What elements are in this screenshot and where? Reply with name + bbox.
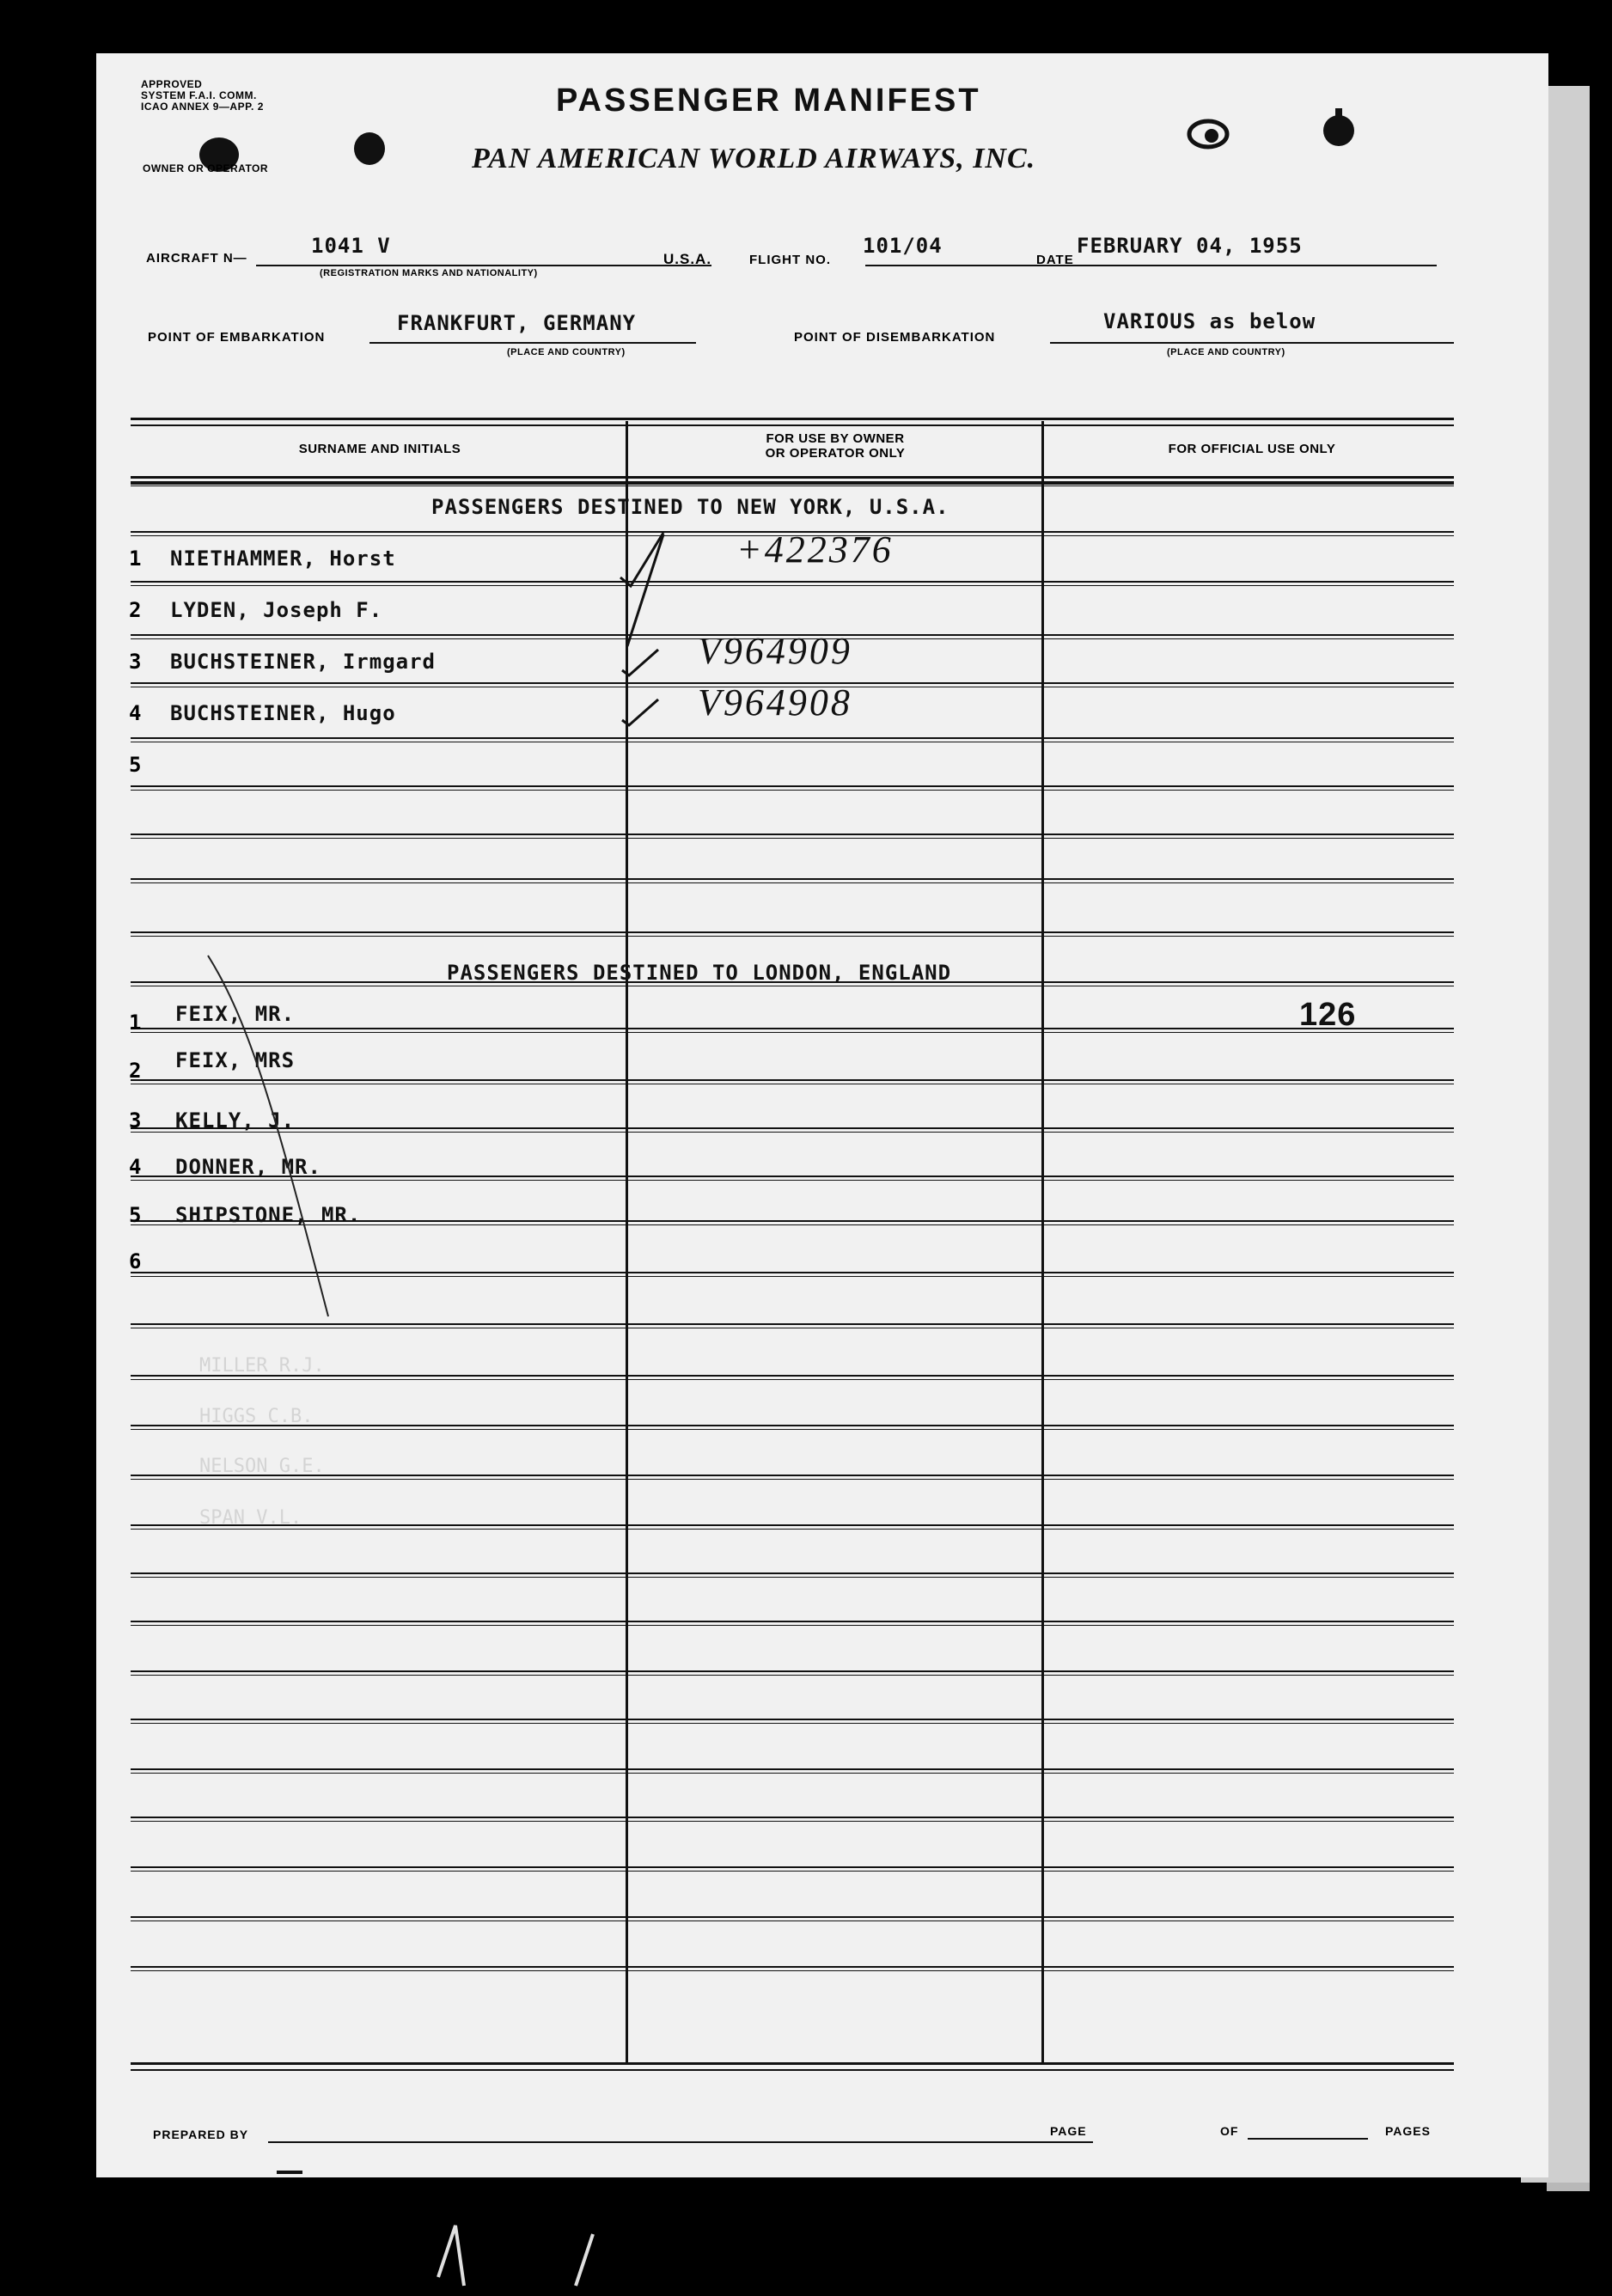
bleed-through-text: NELSON G.E. xyxy=(199,1456,325,1477)
ruled-line xyxy=(131,1768,1454,1770)
ruled-line xyxy=(131,1966,1454,1968)
ruled-line xyxy=(131,1821,1454,1822)
passenger-name: LYDEN, Joseph F. xyxy=(170,598,383,622)
ruled-line xyxy=(131,931,1454,933)
approval-block xyxy=(141,79,264,113)
of-label: OF xyxy=(1220,2124,1239,2138)
row-number: 4 xyxy=(129,701,142,725)
aircraft-value: 1041 V xyxy=(311,234,391,258)
embarkation-value: FRANKFURT, GERMANY xyxy=(397,311,637,335)
owner-note: V964908 xyxy=(698,681,852,724)
group-heading-london: PASSENGERS DESTINED TO LONDON, ENGLAND xyxy=(447,961,952,985)
ruled-line xyxy=(131,581,1454,583)
row-number: 2 xyxy=(129,598,142,622)
embarkation-caption: (PLACE AND COUNTRY) xyxy=(507,347,626,357)
passenger-name: DONNER, MR. xyxy=(175,1155,321,1179)
ruled-line xyxy=(131,1675,1454,1676)
aircraft-label: AIRCRAFT N— xyxy=(146,251,247,266)
ruled-line xyxy=(131,737,1454,739)
ruled-line xyxy=(131,1916,1454,1918)
ruled-line xyxy=(131,785,1454,787)
ruled-line xyxy=(131,882,1454,883)
row-number: 5 xyxy=(129,753,142,777)
owner-note: +422376 xyxy=(736,528,894,571)
ruled-line xyxy=(131,1866,1454,1868)
ruled-line xyxy=(131,1773,1454,1774)
row-number: 1 xyxy=(129,1011,142,1035)
row-number: 5 xyxy=(129,1203,142,1227)
ruled-line xyxy=(131,1871,1454,1872)
check-mark xyxy=(612,526,681,655)
ruled-line xyxy=(131,1475,1454,1476)
ruled-line xyxy=(131,1375,1454,1377)
row-number: 4 xyxy=(129,1155,142,1179)
column-header-official-use: FOR OFFICIAL USE ONLY xyxy=(1168,442,1336,456)
ruled-line xyxy=(131,1723,1454,1724)
bleed-through-text: SPAN V.L. xyxy=(199,1507,302,1529)
approval-line: ICAO ANNEX 9—APP. 2 xyxy=(141,101,264,113)
ruled-line xyxy=(131,1529,1454,1530)
pen-stroke xyxy=(199,947,371,1325)
prepared-by-label: PREPARED BY xyxy=(153,2128,249,2141)
aircraft-caption: (REGISTRATION MARKS AND NATIONALITY) xyxy=(320,268,538,278)
ruled-line xyxy=(131,1970,1454,1971)
ruled-line xyxy=(131,1572,1454,1574)
column-header-surname: SURNAME AND INITIALS xyxy=(298,442,461,456)
punch-hole-mark xyxy=(1316,107,1363,150)
check-mark xyxy=(620,696,672,730)
ruled-line xyxy=(131,1670,1454,1672)
ruled-line xyxy=(131,1429,1454,1430)
row-number: 1 xyxy=(129,547,142,571)
group-heading-new-york: PASSENGERS DESTINED TO NEW YORK, U.S.A. xyxy=(431,495,949,519)
ruled-line xyxy=(131,1621,1454,1622)
ruled-line xyxy=(131,1425,1454,1426)
page-label: PAGE xyxy=(1050,2124,1087,2138)
ruled-line xyxy=(131,481,1454,483)
manifest-page xyxy=(96,53,1548,2177)
row-number: 3 xyxy=(129,650,142,674)
ruled-line xyxy=(131,834,1454,835)
passenger-name: SHIPSTONE, MR. xyxy=(175,1203,362,1227)
signature-scribble xyxy=(404,2208,679,2294)
date-label: DATE xyxy=(1036,253,1074,267)
ruled-line xyxy=(131,838,1454,839)
passenger-name: KELLY, J. xyxy=(175,1108,296,1133)
page-title: PASSENGER MANIFEST xyxy=(556,82,981,119)
ruled-line xyxy=(131,790,1454,791)
approval-line: SYSTEM F.A.I. COMM. xyxy=(141,89,257,101)
ruled-line xyxy=(131,936,1454,937)
disembarkation-caption: (PLACE AND COUNTRY) xyxy=(1167,347,1285,357)
embarkation-label: POINT OF EMBARKATION xyxy=(148,330,326,345)
flight-value: 101/04 xyxy=(863,234,943,258)
punch-hole-mark xyxy=(1186,115,1232,150)
bleed-through-text: MILLER R.J. xyxy=(199,1355,325,1377)
passenger-name: FEIX, MR. xyxy=(175,1002,296,1026)
aircraft-country: U.S.A. xyxy=(663,251,712,267)
check-mark xyxy=(620,646,672,681)
passenger-name: BUCHSTEINER, Irmgard xyxy=(170,650,436,674)
bleed-through-text: HIGGS C.B. xyxy=(199,1406,314,1427)
row-number: 2 xyxy=(129,1059,142,1083)
ruled-line xyxy=(131,1920,1454,1921)
owner-note: V964909 xyxy=(698,630,852,672)
ruled-line xyxy=(131,1524,1454,1526)
passenger-name: BUCHSTEINER, Hugo xyxy=(170,701,396,725)
official-note: 126 xyxy=(1299,997,1357,1033)
row-number: 3 xyxy=(129,1108,142,1133)
ruled-line xyxy=(131,878,1454,880)
disembarkation-label: POINT OF DISEMBARKATION xyxy=(794,330,996,345)
ruled-line xyxy=(131,1479,1454,1480)
passenger-name: FEIX, MRS xyxy=(175,1048,296,1072)
ruled-line xyxy=(131,485,1454,486)
ruled-line xyxy=(131,1719,1454,1720)
ruled-line xyxy=(131,1379,1454,1380)
passenger-name: NIETHAMMER, Horst xyxy=(170,547,396,571)
flight-label: FLIGHT NO. xyxy=(749,253,831,267)
company-name: PAN AMERICAN WORLD AIRWAYS, INC. xyxy=(472,143,1036,174)
ruled-line xyxy=(131,585,1454,586)
ruled-line xyxy=(131,1817,1454,1818)
ruled-line xyxy=(131,1577,1454,1578)
ruled-line xyxy=(131,1625,1454,1626)
approval-line: APPROVED xyxy=(141,78,203,90)
column-header-owner-use: FOR USE BY OWNER OR OPERATOR ONLY xyxy=(765,431,906,461)
owner-label: OWNER OR OPERATOR xyxy=(143,162,269,174)
pages-label: PAGES xyxy=(1385,2124,1431,2138)
date-value: FEBRUARY 04, 1955 xyxy=(1077,234,1303,258)
row-number: 6 xyxy=(129,1249,142,1273)
ink-blot xyxy=(354,132,385,165)
disembarkation-value: VARIOUS as below xyxy=(1103,309,1316,333)
